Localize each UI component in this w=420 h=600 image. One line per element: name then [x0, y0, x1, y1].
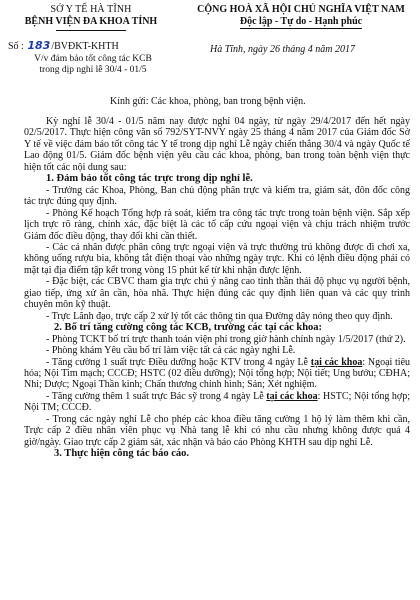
section-2-item-3 [24, 357, 410, 391]
number-prefix: Số : [8, 41, 24, 52]
intro-paragraph: Kỳ nghỉ lễ 30/4 - 01/5 năm nay được nghỉ 04 ngày, từ ngày 29/4/2017 đến hết ngày 02/5/2017. Thực hiện công văn số 792/SYT-NVY ngày 25 tháng 4 năm 2017 của Giám đốc Sở Y tế về việc đảm bảo tốt công tác Y tế trong dịp nghỉ Lễ ngày chiến thắng 30/4 và ngày Quốc tế Lao động 01/5. Giám đốc bệnh viện yêu cầu các khoa, phòng, ban trong toàn bệnh viện thực hiện tốt các nội dung sau: [24, 116, 410, 173]
section-2-item-2: - Phòng khám Yêu cầu bố trí làm việc tất cả các ngày nghỉ Lễ. [46, 345, 296, 357]
document-subject [8, 54, 178, 76]
item-4-rest: : HSTC; Nội tổng hợp; Nội TM; CCCĐ. [24, 390, 411, 414]
recipient-line: Kính gửi: Các khoa, phòng, ban trong bệnh viện. [110, 96, 306, 107]
item-4-emphasis: tại các khoa [266, 390, 318, 402]
section-1-item-4: - Đặc biệt, các CBVC tham gia trực chú ý nâng cao tinh thần thái độ phục vụ người bệnh, giao tiếp, ứng xử ân cần, hòa nhã. Thực hiện đúng các quy định liên quan và các quy trình chuyên môn kỹ thuật. [24, 276, 410, 311]
ministry-name: SỞ Y TẾ HÀ TĨNH [50, 4, 132, 15]
national-header [188, 4, 414, 29]
number-suffix: /BVĐKT-KHTH [51, 41, 119, 52]
section-1-item-1: - Trưởng các Khoa, Phòng, Ban chủ động phân trực và kiểm tra, giám sát, đôn đốc công tác trực đúng quy định. [24, 184, 410, 208]
section-1-title: 1. Đảm bảo tốt công tác trực trong dịp nghỉ lễ. [46, 173, 253, 185]
national-motto: Độc lập - Tự do - Hạnh phúc [239, 16, 363, 27]
item-3-emphasis: tại các khoa [310, 356, 363, 368]
place-date: Hà Tĩnh, ngày 26 tháng 4 năm 2017 [210, 44, 355, 55]
section-1-item-2: - Phòng Kế hoạch Tổng hợp rà soát, kiểm tra công tác trực trong toàn bệnh viện. Sắp xếp lịch trực rõ ràng, chính xác, đặc biệt là các tổ cấp cứu ngoại viện và chịu trách nhiệm trước Giám đốc điều động, thay đổi khi cần thiết. [24, 207, 410, 242]
handwritten-number: 183 [27, 39, 51, 52]
country-name: CỘNG HOÀ XÃ HỘI CHỦ NGHĨA VIỆT NAM [197, 4, 405, 15]
section-2-item-4 [24, 391, 410, 414]
item-3-lead: - Tăng cường 1 suất trực Điều dưỡng hoặc KTV trong 4 ngày Lễ [46, 356, 311, 368]
section-3-title: 3. Thực hiện công tác báo cáo. [54, 448, 190, 460]
subject-line-2: trong dịp nghỉ lễ 30/4 - 01/5 [39, 65, 147, 75]
section-2-item-5: - Trong các ngày nghỉ Lễ cho phép các khoa điều tăng cường 1 hộ lý làm thêm khi cần, Trực cấp 2 điều nhân viên phục vụ Nhà tang lễ khi có nhu cầu nhưng không được quá 4 giờ/ngày. Giao trực cấp 2 giám sát, xác nhận và báo cáo Phòng KHTH sau dịp nghỉ Lễ. [24, 413, 410, 448]
section-2-title: 2. Bố trí tăng cường công tác KCB, trường các tại các khoa: [54, 322, 323, 334]
document-body [24, 116, 410, 460]
section-2-item-1: - Phòng TCKT bố trí trực thanh toán viện phí trong giờ hành chính ngày 1/5/2017 (thứ 2). [46, 333, 406, 345]
section-1-item-5: - Trực Lãnh đạo, trực cấp 2 xử lý tốt các thông tin qua Đường dây nóng theo quy định. [46, 310, 393, 322]
item-4-lead: - Tăng cường thêm 1 suất trực Bác sỹ trong 4 ngày Lễ [46, 390, 267, 402]
hospital-name: BỆNH VIỆN ĐA KHOA TỈNH [24, 16, 158, 27]
header-rule [56, 30, 126, 31]
issuer-header [6, 4, 176, 31]
subject-line-1: V/v đảm bảo tốt công tác KCB [34, 54, 152, 64]
document-number [8, 40, 119, 53]
item-3-rest: : Ngoại tiêu hóa; Nội Tim mạch; CCCĐ; HSTC (02 điều dưỡng); Nội tổng hợp; Nội tiết; Ung bướu; CĐHA; Nhi; Dược; Ngoại Thần kinh; Chấn thương chỉnh hình; Sản; Xét nghiệm. [24, 356, 411, 391]
section-1-item-3: - Các cá nhân được phân công trực ngoại viện và trực thường trú không được đi chơi xa, không uống rượu bia, không tắt điện thoại vào những ngày trực. Khi có lệnh điều động phải có mặt tại địa điểm tập kết trong vòng 15 phút kể từ khi nhận được lệnh. [24, 241, 410, 276]
